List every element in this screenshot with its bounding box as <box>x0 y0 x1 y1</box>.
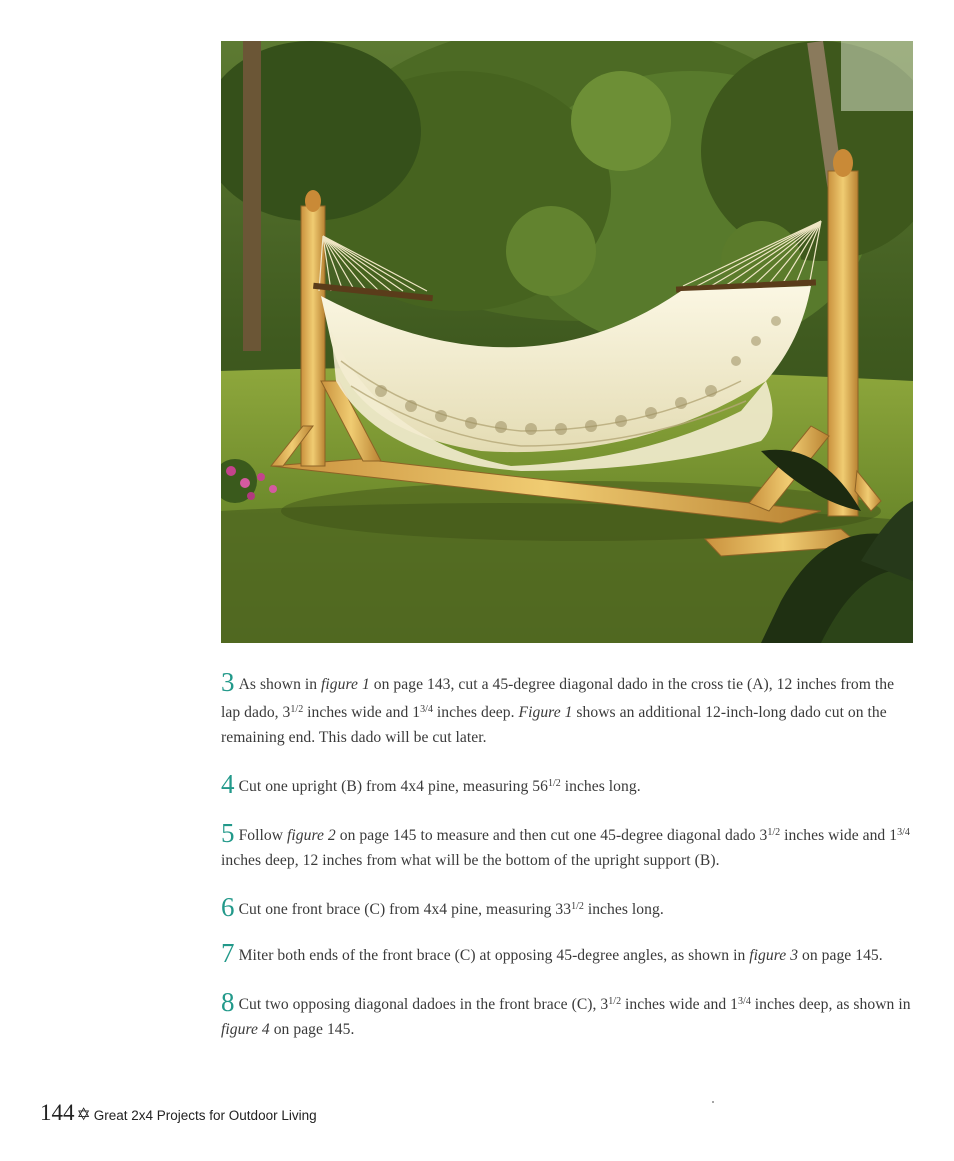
step-number: 7 <box>221 938 235 968</box>
book-title: Great 2x4 Projects for Outdoor Living <box>93 1108 317 1123</box>
step-5: 5 Follow figure 2 on page 145 to measure and then cut one 45-degree diagonal dado $3^{1/2}$ inches wide and $1^{3/4}$ inches deep, 12 inches from what will be the bottom of the upright support (B). <box>221 818 910 869</box>
step-number: 5 <box>221 818 235 848</box>
step-8: 8 Cut two opposing diagonal dadoes in the front brace (C), $3^{1/2}$ inches wide and $1^{3/4}$ inches deep, as shown in figure 4 on page 145. <box>221 987 911 1038</box>
step-4: 4 Cut one upright (B) from 4x4 pine, measuring $56^{1/2}$ inches long. <box>221 769 641 799</box>
step-7: 7 Miter both ends of the front brace (C) at opposing 45-degree angles, as shown in figure 3 on page 145. <box>221 938 883 968</box>
ornament-icon: ✡ <box>76 1105 91 1125</box>
step-number: 6 <box>221 892 235 922</box>
instruction-steps <box>221 667 913 1042</box>
hammock-stand-photo-icon <box>221 41 913 643</box>
step-number: 3 <box>221 667 235 697</box>
step-number: 4 <box>221 769 235 799</box>
page-footer <box>40 1100 317 1130</box>
hammock-photo <box>221 41 913 643</box>
step-6: 6 Cut one front brace (C) from 4x4 pine, measuring $33^{1/2}$ inches long. <box>221 892 664 922</box>
speck <box>712 1101 714 1103</box>
step-3: 3 As shown in figure 1 on page 143, cut a 45-degree diagonal dado in the cross tie (A), 12 inches from the lap dado, $3^{1/2}$ inches wide and $1^{3/4}$ inches deep. Figure 1 shows an additional 12-inch-long dado cut on the remaining end. This dado will be cut later. <box>221 667 895 746</box>
page-number: 144 <box>40 1100 75 1125</box>
step-number: 8 <box>221 987 235 1017</box>
